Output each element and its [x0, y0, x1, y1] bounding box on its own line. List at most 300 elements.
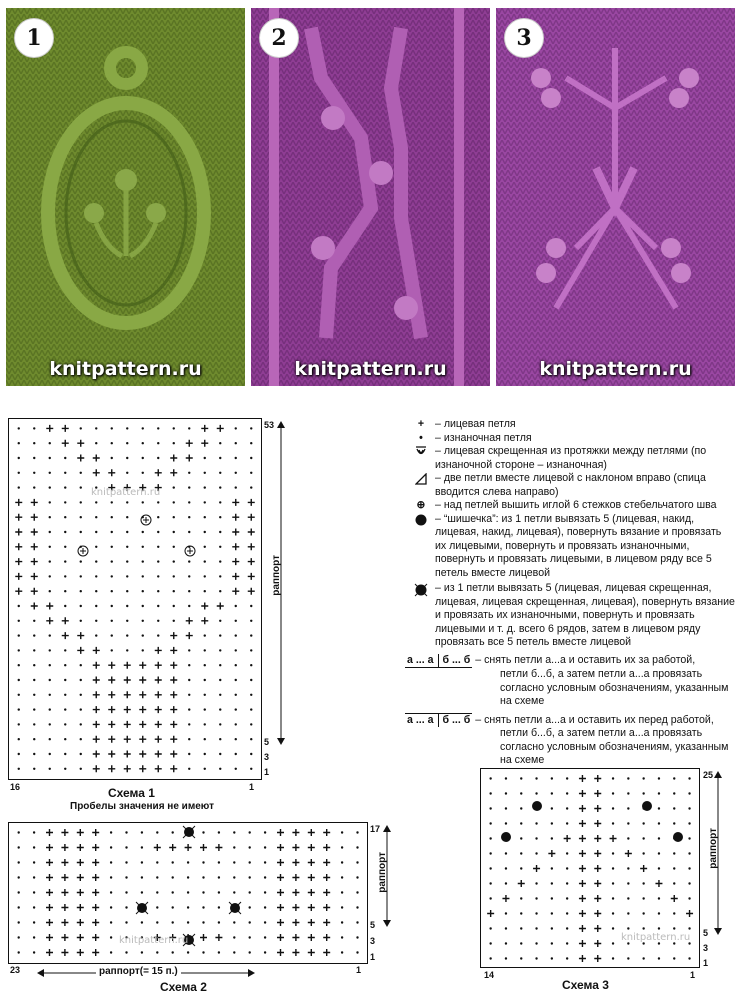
purl-stitch-mark — [156, 891, 158, 893]
knit-stitch-mark — [201, 603, 208, 610]
knit-stitch-mark — [61, 949, 68, 956]
purl-stitch-mark — [612, 897, 614, 899]
purl-stitch-mark — [249, 921, 251, 923]
knit-stitch-mark — [77, 632, 84, 639]
purl-stitch-mark — [219, 738, 221, 740]
knit-stitch-mark — [277, 844, 284, 851]
purl-stitch-mark — [80, 590, 82, 592]
purl-stitch-mark — [219, 560, 221, 562]
knit-stitch-mark — [277, 859, 284, 866]
purl-stitch-mark — [33, 442, 35, 444]
cable-front-icon: а ... а б ... б — [407, 713, 471, 726]
legend-item — [405, 445, 735, 472]
knit-stitch-mark — [31, 514, 38, 521]
knit-stitch-mark — [93, 647, 100, 654]
knit-stitch-mark — [277, 949, 284, 956]
purl-stitch-mark — [18, 708, 20, 710]
knit-stitch-mark — [155, 751, 162, 758]
purl-stitch-mark — [64, 694, 66, 696]
purl-stitch-mark — [126, 560, 128, 562]
purl-stitch-mark — [95, 620, 97, 622]
purl-stitch-mark — [264, 846, 266, 848]
knit-stitch-mark — [77, 455, 84, 462]
scheme-1-note: Пробелы значения не имеют — [70, 801, 214, 812]
photo-number-badge: 2 — [259, 18, 299, 58]
purl-stitch-mark — [356, 876, 358, 878]
purl-stitch-mark — [172, 891, 174, 893]
purl-stitch-mark — [141, 846, 143, 848]
purl-stitch-mark — [250, 442, 252, 444]
knit-stitch-mark — [292, 919, 299, 926]
purl-stitch-mark — [535, 852, 537, 854]
purl-stitch-mark — [173, 501, 175, 503]
knit-stitch-mark — [323, 889, 330, 896]
knit-stitch-mark — [292, 859, 299, 866]
knit-stitch-mark — [15, 588, 22, 595]
purl-stitch-mark — [125, 876, 127, 878]
purl-stitch-mark — [157, 546, 159, 548]
purl-stitch-mark — [235, 427, 237, 429]
purl-stitch-mark — [49, 708, 51, 710]
purl-stitch-mark — [235, 738, 237, 740]
knit-stitch-mark — [92, 859, 99, 866]
knit-stitch-mark — [155, 706, 162, 713]
purl-stitch-mark — [489, 882, 491, 884]
purl-stitch-mark — [126, 442, 128, 444]
purl-stitch-mark — [489, 822, 491, 824]
knit-stitch-mark — [61, 874, 68, 881]
bobble-mark — [642, 801, 652, 811]
knit-stitch-mark — [170, 662, 177, 669]
purl-stitch-mark — [341, 876, 343, 878]
knit-stitch-mark — [170, 632, 177, 639]
purl-stitch-mark — [673, 867, 675, 869]
chart-watermark: knitpattern.ru — [119, 935, 189, 946]
purl-stitch-mark — [566, 942, 568, 944]
knit-stitch-mark — [46, 949, 53, 956]
purl-stitch-mark — [111, 620, 113, 622]
purl-stitch-mark — [80, 679, 82, 681]
purl-stitch-mark — [142, 531, 144, 533]
knit-stitch-mark — [93, 455, 100, 462]
purl-stitch-mark — [173, 620, 175, 622]
knit-stitch-mark — [92, 904, 99, 911]
purl-stitch-mark — [535, 777, 537, 779]
knit-stitch-mark — [46, 829, 53, 836]
knit-stitch-mark — [155, 736, 162, 743]
purl-stitch-mark — [142, 501, 144, 503]
purl-stitch-mark — [688, 807, 690, 809]
knit-stitch-mark — [308, 874, 315, 881]
purl-stitch-mark — [356, 906, 358, 908]
purl-stitch-mark — [250, 768, 252, 770]
knit-stitch-mark — [277, 874, 284, 881]
purl-stitch-mark — [157, 427, 159, 429]
purl-stitch-mark — [18, 620, 20, 622]
knit-stitch-mark — [277, 919, 284, 926]
purl-stitch-mark — [111, 457, 113, 459]
purl-stitch-mark — [95, 575, 97, 577]
purl-stitch-mark — [187, 951, 189, 953]
purl-stitch-mark — [141, 891, 143, 893]
swatch-texture-3 — [496, 8, 735, 386]
col-number-left: 23 — [10, 965, 21, 975]
purl-stitch-mark — [235, 664, 237, 666]
purl-stitch-mark — [688, 792, 690, 794]
purl-stitch-mark — [33, 906, 35, 908]
purl-stitch-mark — [612, 882, 614, 884]
purl-stitch-mark — [64, 486, 66, 488]
purl-stitch-mark — [188, 679, 190, 681]
plus-icon: + — [417, 418, 425, 430]
knit-stitch-mark — [487, 910, 494, 917]
purl-stitch-mark — [489, 897, 491, 899]
purl-stitch-mark — [204, 694, 206, 696]
purl-stitch-mark — [535, 927, 537, 929]
knit-stitch-mark — [15, 558, 22, 565]
knit-stitch-mark — [186, 617, 193, 624]
knit-stitch-mark — [248, 529, 255, 536]
purl-stitch-mark — [566, 912, 568, 914]
purl-stitch-mark — [520, 867, 522, 869]
photo-number-badge: 3 — [504, 18, 544, 58]
purl-stitch-mark — [110, 921, 112, 923]
purl-stitch-mark — [235, 708, 237, 710]
purl-stitch-mark — [642, 957, 644, 959]
purl-stitch-mark — [204, 768, 206, 770]
purl-stitch-mark — [566, 792, 568, 794]
purl-stitch-mark — [505, 822, 507, 824]
knit-stitch-mark — [93, 765, 100, 772]
purl-stitch-mark — [627, 807, 629, 809]
purl-stitch-mark — [173, 427, 175, 429]
purl-stitch-mark — [33, 936, 35, 938]
purl-stitch-mark — [110, 951, 112, 953]
purl-stitch-mark — [520, 897, 522, 899]
purl-stitch-mark — [173, 560, 175, 562]
purl-stitch-mark — [126, 620, 128, 622]
purl-stitch-mark — [173, 531, 175, 533]
purl-stitch-mark — [250, 605, 252, 607]
knit-stitch-mark — [170, 721, 177, 728]
purl-stitch-mark — [249, 906, 251, 908]
knit-stitch-mark — [155, 765, 162, 772]
purl-stitch-mark — [187, 921, 189, 923]
purl-stitch-mark — [80, 768, 82, 770]
knit-stitch-mark — [308, 859, 315, 866]
knit-stitch-mark — [139, 736, 146, 743]
purl-stitch-mark — [535, 897, 537, 899]
knit-stitch-mark — [92, 934, 99, 941]
knit-stitch-mark — [61, 859, 68, 866]
purl-stitch-mark — [612, 867, 614, 869]
cross-bobble-mark — [183, 826, 195, 838]
purl-stitch-mark — [505, 852, 507, 854]
purl-stitch-mark — [18, 605, 20, 607]
purl-stitch-mark — [627, 912, 629, 914]
knit-stitch-mark — [232, 543, 239, 550]
knit-stitch-mark — [77, 949, 84, 956]
purl-stitch-mark — [627, 822, 629, 824]
purl-stitch-mark — [142, 620, 144, 622]
purl-stitch-mark — [235, 679, 237, 681]
scheme-1-title: Схема 1 — [108, 786, 155, 800]
purl-stitch-mark — [341, 906, 343, 908]
purl-stitch-mark — [673, 777, 675, 779]
knit-stitch-mark — [139, 751, 146, 758]
purl-stitch-mark — [235, 457, 237, 459]
purl-stitch-mark — [489, 927, 491, 929]
purl-stitch-mark — [219, 546, 221, 548]
purl-stitch-mark — [249, 861, 251, 863]
bobble-mark — [501, 832, 511, 842]
purl-stitch-mark — [33, 649, 35, 651]
bobble-mark — [532, 801, 542, 811]
purl-stitch-mark — [219, 708, 221, 710]
knit-stitch-mark — [308, 949, 315, 956]
purl-stitch-mark — [49, 679, 51, 681]
knit-stitch-mark — [292, 889, 299, 896]
purl-stitch-mark — [612, 852, 614, 854]
purl-stitch-mark — [126, 590, 128, 592]
purl-stitch-mark — [264, 891, 266, 893]
dot-icon: • — [419, 431, 423, 444]
knit-stitch-mark — [579, 925, 586, 932]
purl-stitch-mark — [173, 442, 175, 444]
purl-stitch-mark — [505, 792, 507, 794]
purl-stitch-mark — [33, 620, 35, 622]
purl-stitch-mark — [673, 912, 675, 914]
knit-stitch-mark — [92, 874, 99, 881]
knit-stitch-mark — [292, 934, 299, 941]
purl-stitch-mark — [142, 590, 144, 592]
knit-stitch-mark — [277, 904, 284, 911]
knit-stitch-mark — [139, 677, 146, 684]
legend-cable-back — [405, 654, 735, 709]
legend-item — [405, 499, 735, 513]
purl-stitch-mark — [235, 694, 237, 696]
knit-stitch-mark — [31, 499, 38, 506]
purl-stitch-mark — [235, 442, 237, 444]
purl-stitch-mark — [126, 427, 128, 429]
purl-stitch-mark — [125, 861, 127, 863]
purl-stitch-mark — [49, 634, 51, 636]
rapport-label: раппорт — [271, 555, 282, 596]
purl-stitch-mark — [264, 876, 266, 878]
legend-cable-front — [405, 713, 735, 768]
purl-stitch-mark — [356, 936, 358, 938]
purl-stitch-mark — [142, 427, 144, 429]
purl-stitch-mark — [110, 906, 112, 908]
purl-stitch-mark — [219, 679, 221, 681]
knit-stitch-mark — [62, 632, 69, 639]
purl-stitch-mark — [33, 951, 35, 953]
purl-stitch-mark — [202, 951, 204, 953]
purl-stitch-mark — [658, 867, 660, 869]
purl-stitch-mark — [489, 852, 491, 854]
purl-stitch-mark — [658, 777, 660, 779]
purl-stitch-mark — [156, 906, 158, 908]
purl-stitch-mark — [551, 912, 553, 914]
purl-stitch-mark — [627, 882, 629, 884]
purl-stitch-mark — [111, 575, 113, 577]
knit-stitch-mark — [15, 514, 22, 521]
purl-stitch-mark — [551, 807, 553, 809]
purl-stitch-mark — [156, 831, 158, 833]
knit-stitch-mark — [308, 889, 315, 896]
knit-stitch-mark — [170, 647, 177, 654]
purl-stitch-mark — [250, 486, 252, 488]
knit-stitch-mark — [248, 588, 255, 595]
knit-stitch-mark — [139, 691, 146, 698]
knit-stitch-mark — [31, 558, 38, 565]
purl-stitch-mark — [111, 531, 113, 533]
purl-stitch-mark — [219, 723, 221, 725]
knit-stitch-mark — [31, 573, 38, 580]
purl-stitch-mark — [64, 546, 66, 548]
purl-stitch-mark — [688, 867, 690, 869]
purl-stitch-mark — [218, 906, 220, 908]
purl-stitch-mark — [233, 846, 235, 848]
knit-stitch-mark — [579, 850, 586, 857]
purl-stitch-mark — [235, 753, 237, 755]
knit-stitch-mark — [232, 529, 239, 536]
legend-text: – из 1 петли вывязать 5 (лицевая, лицевая скрещенная, лицевая, лицевая скрещенная, лицевая), повернуть вязание и провязать их изнаночными, повернуть и провязать лицевыми и т. д. всего 6 рядов, затем в лицевом ряду провязать все 5 петель вместе лицевой — [435, 582, 735, 648]
rapport-h-label: раппорт(= 15 п.) — [96, 966, 181, 977]
purl-stitch-mark — [250, 738, 252, 740]
legend-item — [405, 418, 735, 432]
purl-stitch-mark — [202, 861, 204, 863]
knit-stitch-mark — [170, 736, 177, 743]
knit-stitch-mark — [215, 844, 222, 851]
col-number-right: 1 — [356, 965, 362, 975]
purl-stitch-mark — [688, 957, 690, 959]
purl-stitch-mark — [80, 472, 82, 474]
purl-stitch-mark — [172, 876, 174, 878]
purl-stitch-mark — [157, 590, 159, 592]
knit-stitch-mark — [61, 829, 68, 836]
swatch-photo-2 — [251, 8, 490, 386]
purl-stitch-mark — [126, 531, 128, 533]
purl-stitch-mark — [188, 501, 190, 503]
purl-stitch-mark — [642, 897, 644, 899]
purl-stitch-mark — [18, 723, 20, 725]
purl-stitch-mark — [202, 831, 204, 833]
purl-stitch-mark — [18, 861, 20, 863]
col-number-left: 16 — [10, 782, 21, 792]
purl-stitch-mark — [80, 723, 82, 725]
knit-stitch-mark — [46, 934, 53, 941]
photo-number-badge: 1 — [14, 18, 54, 58]
purl-stitch-mark — [157, 516, 159, 518]
legend-item — [405, 472, 735, 499]
knit-stitch-mark — [139, 662, 146, 669]
purl-stitch-mark — [219, 590, 221, 592]
knit-stitch-mark — [564, 835, 571, 842]
knit-stitch-mark — [594, 925, 601, 932]
purl-stitch-mark — [658, 912, 660, 914]
purl-stitch-mark — [250, 620, 252, 622]
knit-stitch-mark — [62, 440, 69, 447]
purl-stitch-mark — [18, 951, 20, 953]
purl-stitch-mark — [688, 897, 690, 899]
purl-stitch-mark — [250, 649, 252, 651]
bobble-icon — [413, 513, 429, 526]
purl-stitch-mark — [142, 575, 144, 577]
purl-stitch-mark — [64, 516, 66, 518]
purl-stitch-mark — [49, 486, 51, 488]
purl-stitch-mark — [489, 957, 491, 959]
purl-stitch-mark — [18, 921, 20, 923]
purl-stitch-mark — [642, 837, 644, 839]
purl-stitch-mark — [341, 921, 343, 923]
legend-text: – изнаночная петля — [435, 431, 532, 444]
purl-stitch-mark — [505, 777, 507, 779]
knit-stitch-mark — [533, 865, 540, 872]
purl-stitch-mark — [505, 927, 507, 929]
purl-stitch-mark — [249, 846, 251, 848]
purl-stitch-mark — [188, 664, 190, 666]
purl-stitch-mark — [627, 867, 629, 869]
knit-stitch-mark — [108, 751, 115, 758]
purl-stitch-mark — [673, 882, 675, 884]
knit-stitch-mark — [308, 904, 315, 911]
purl-stitch-mark — [142, 546, 144, 548]
purl-stitch-mark — [688, 822, 690, 824]
knit-stitch-mark — [518, 880, 525, 887]
knit-stitch-mark — [308, 934, 315, 941]
purl-stitch-mark — [341, 936, 343, 938]
purl-stitch-mark — [64, 605, 66, 607]
col-number-right: 1 — [249, 782, 255, 792]
purl-stitch-mark — [188, 472, 190, 474]
purl-stitch-mark — [520, 852, 522, 854]
row-number-1: 1 — [370, 952, 376, 962]
purl-stitch-mark — [18, 664, 20, 666]
purl-stitch-mark — [18, 768, 20, 770]
row-number-5: 5 — [370, 920, 376, 930]
knit-stitch-mark — [155, 691, 162, 698]
knit-stitch-mark — [277, 889, 284, 896]
knit-stitch-mark — [15, 543, 22, 550]
knit-stitch-mark — [186, 440, 193, 447]
purl-stitch-mark — [188, 753, 190, 755]
purl-stitch-mark — [33, 861, 35, 863]
knit-stitch-mark — [61, 904, 68, 911]
purl-stitch-mark — [612, 777, 614, 779]
knit-stitch-mark — [124, 662, 131, 669]
purl-stitch-mark — [673, 957, 675, 959]
purl-stitch-mark — [520, 777, 522, 779]
purl-stitch-mark — [219, 486, 221, 488]
purl-stitch-mark — [49, 457, 51, 459]
knit-stitch-mark — [625, 850, 632, 857]
purl-stitch-mark — [658, 837, 660, 839]
purl-stitch-mark — [566, 807, 568, 809]
knit-stitch-mark — [323, 859, 330, 866]
purl-stitch-mark — [535, 957, 537, 959]
purl-stitch-mark — [505, 957, 507, 959]
purl-stitch-mark — [204, 546, 206, 548]
purl-stitch-mark — [188, 486, 190, 488]
knit-stitch-mark — [155, 721, 162, 728]
purl-stitch-mark — [64, 560, 66, 562]
knit-stitch-mark — [77, 844, 84, 851]
purl-stitch-mark — [141, 831, 143, 833]
knit-stitch-mark — [640, 865, 647, 872]
scheme-3-chart — [480, 768, 700, 968]
purl-stitch-mark — [219, 442, 221, 444]
